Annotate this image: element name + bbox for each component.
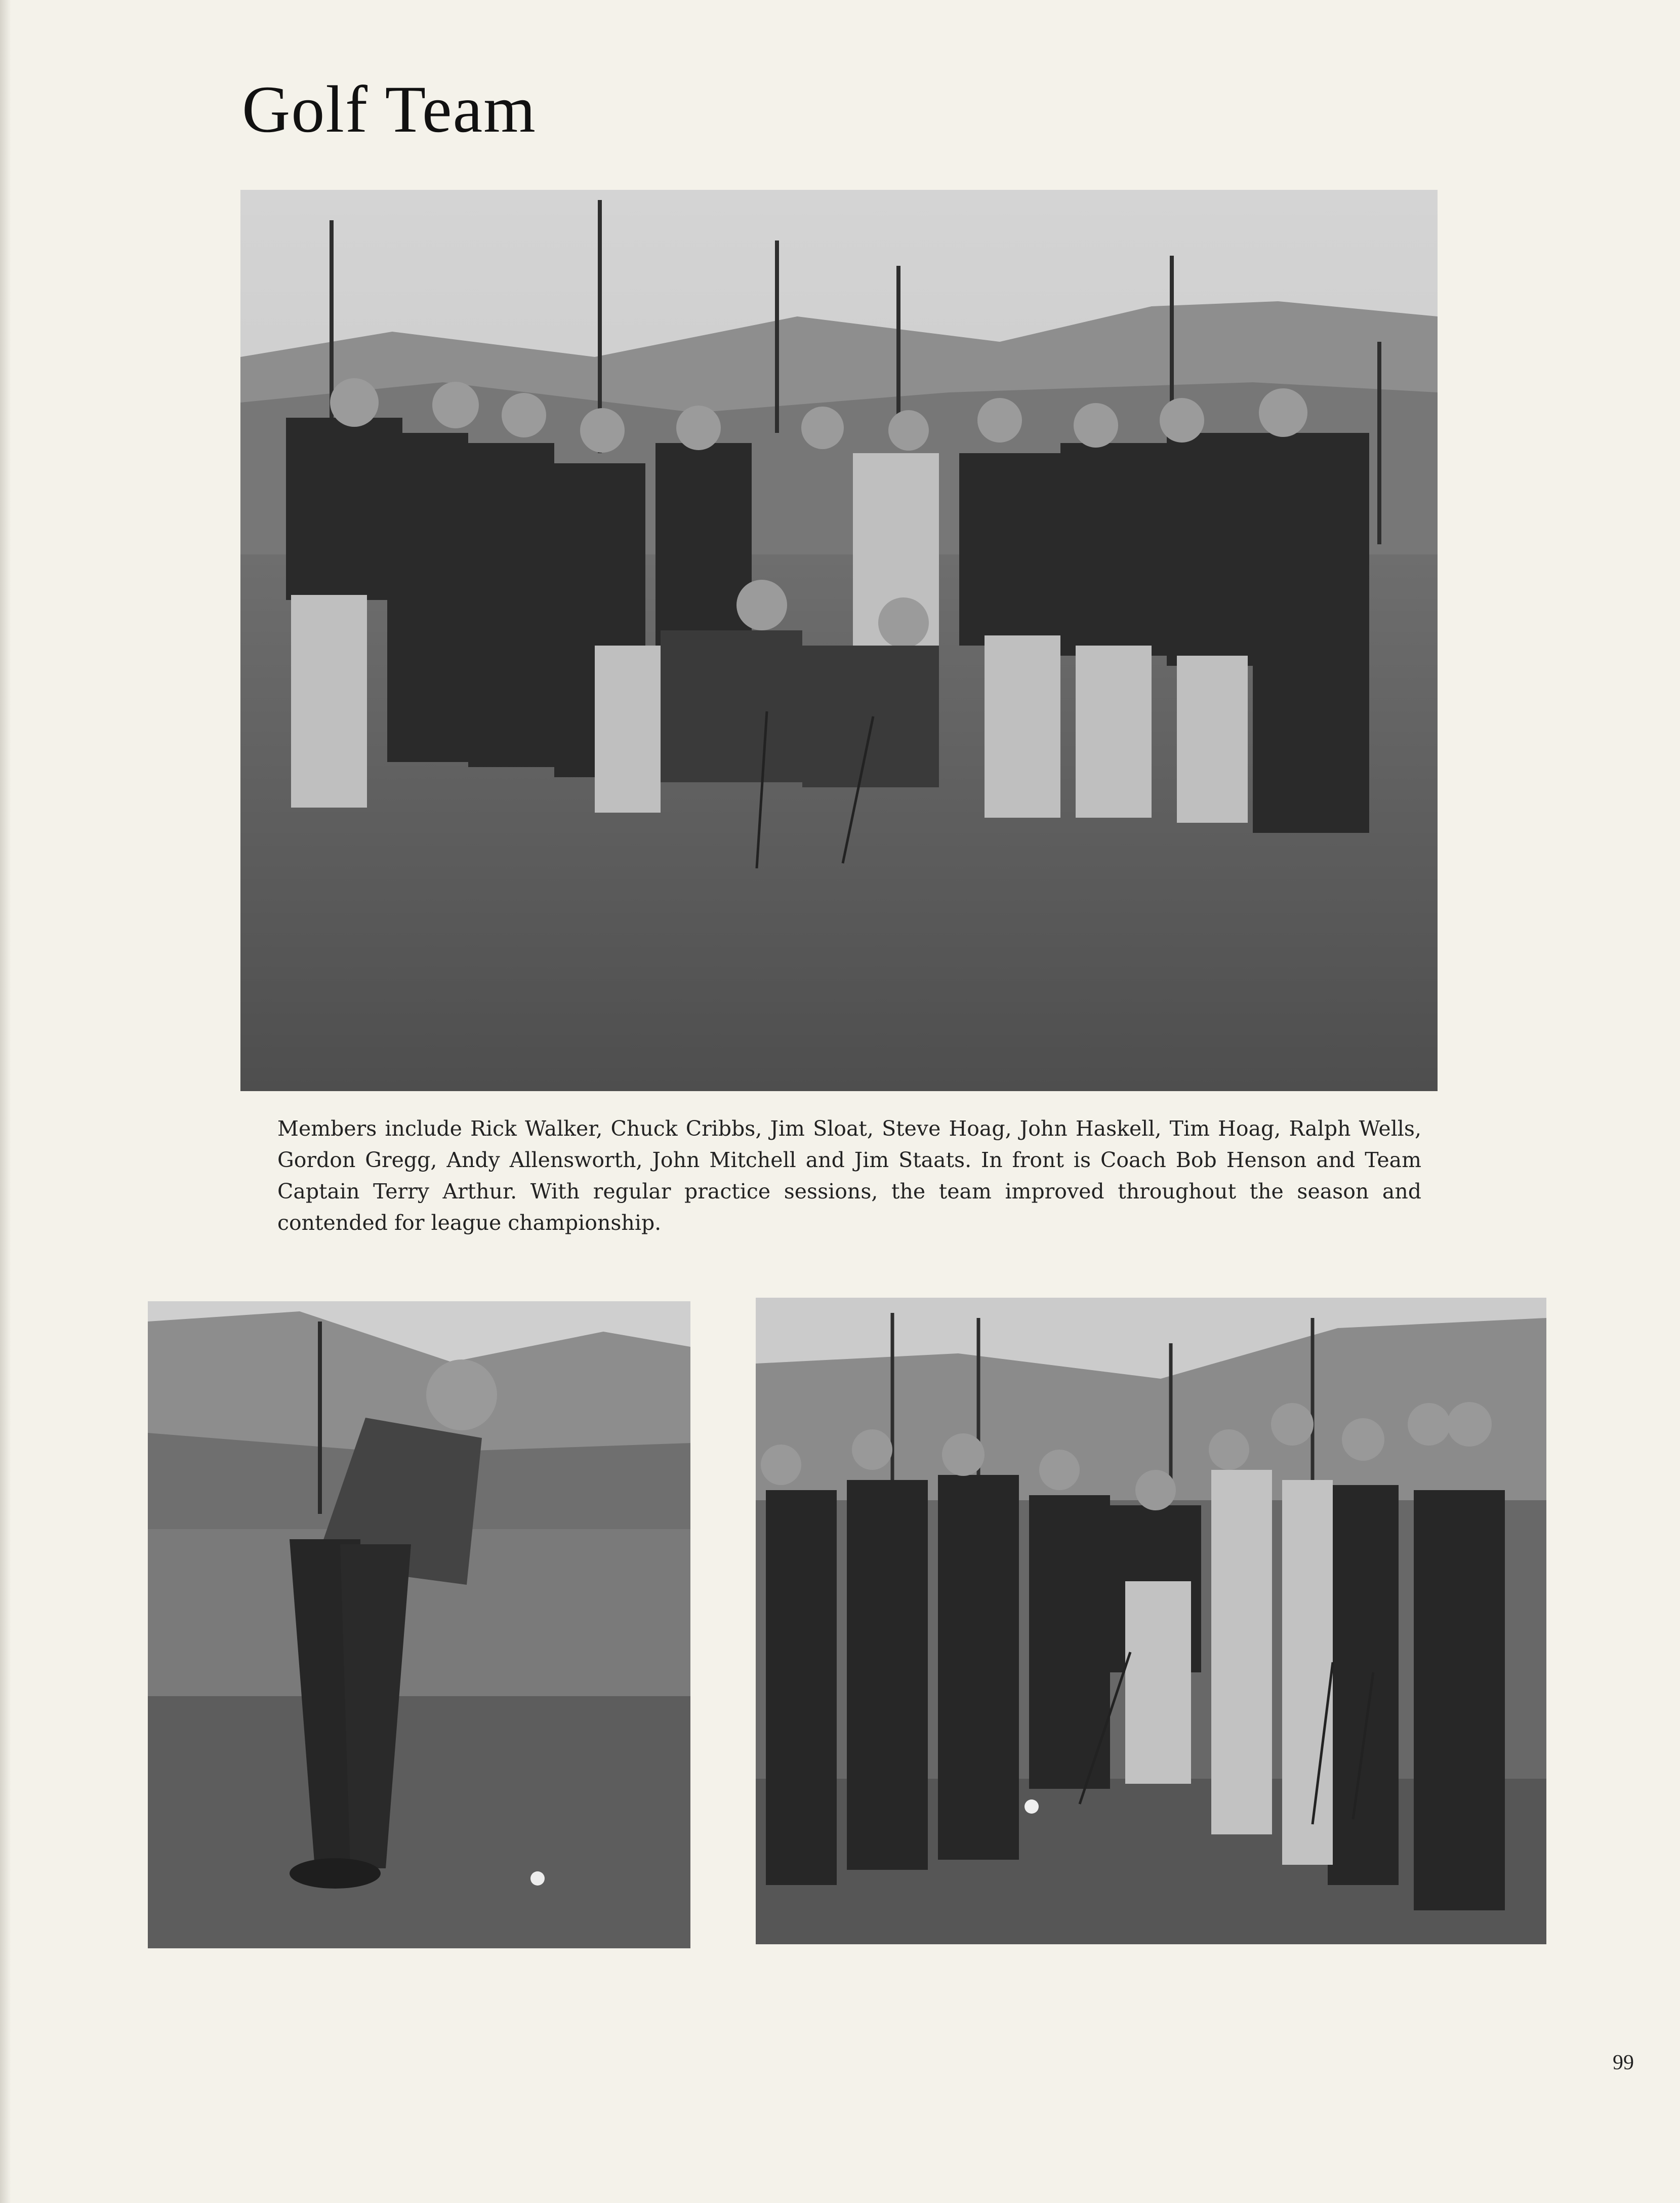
team-group-photo xyxy=(240,190,1438,1091)
photo-caption: Members include Rick Walker, Chuck Cribbs, Jim Sloat, Steve Hoag, John Haskell, Tim Hoag, Ralph Wells, Gordon Gregg, Andy Allensworth, John Mitchell and Jim Staats. In front is Coach Bob Henson and Team Captain Terry Arthur. With regular practice sessions, the team improved throughout the season and contended for league championship. xyxy=(277,1116,1421,1235)
team-putting-photo xyxy=(756,1298,1546,1944)
page-title: Golf Team xyxy=(242,72,537,146)
page-number: 99 xyxy=(1613,2051,1634,2074)
page-edge-shadow xyxy=(0,0,11,2203)
golfer-chipping-photo xyxy=(148,1301,690,1948)
